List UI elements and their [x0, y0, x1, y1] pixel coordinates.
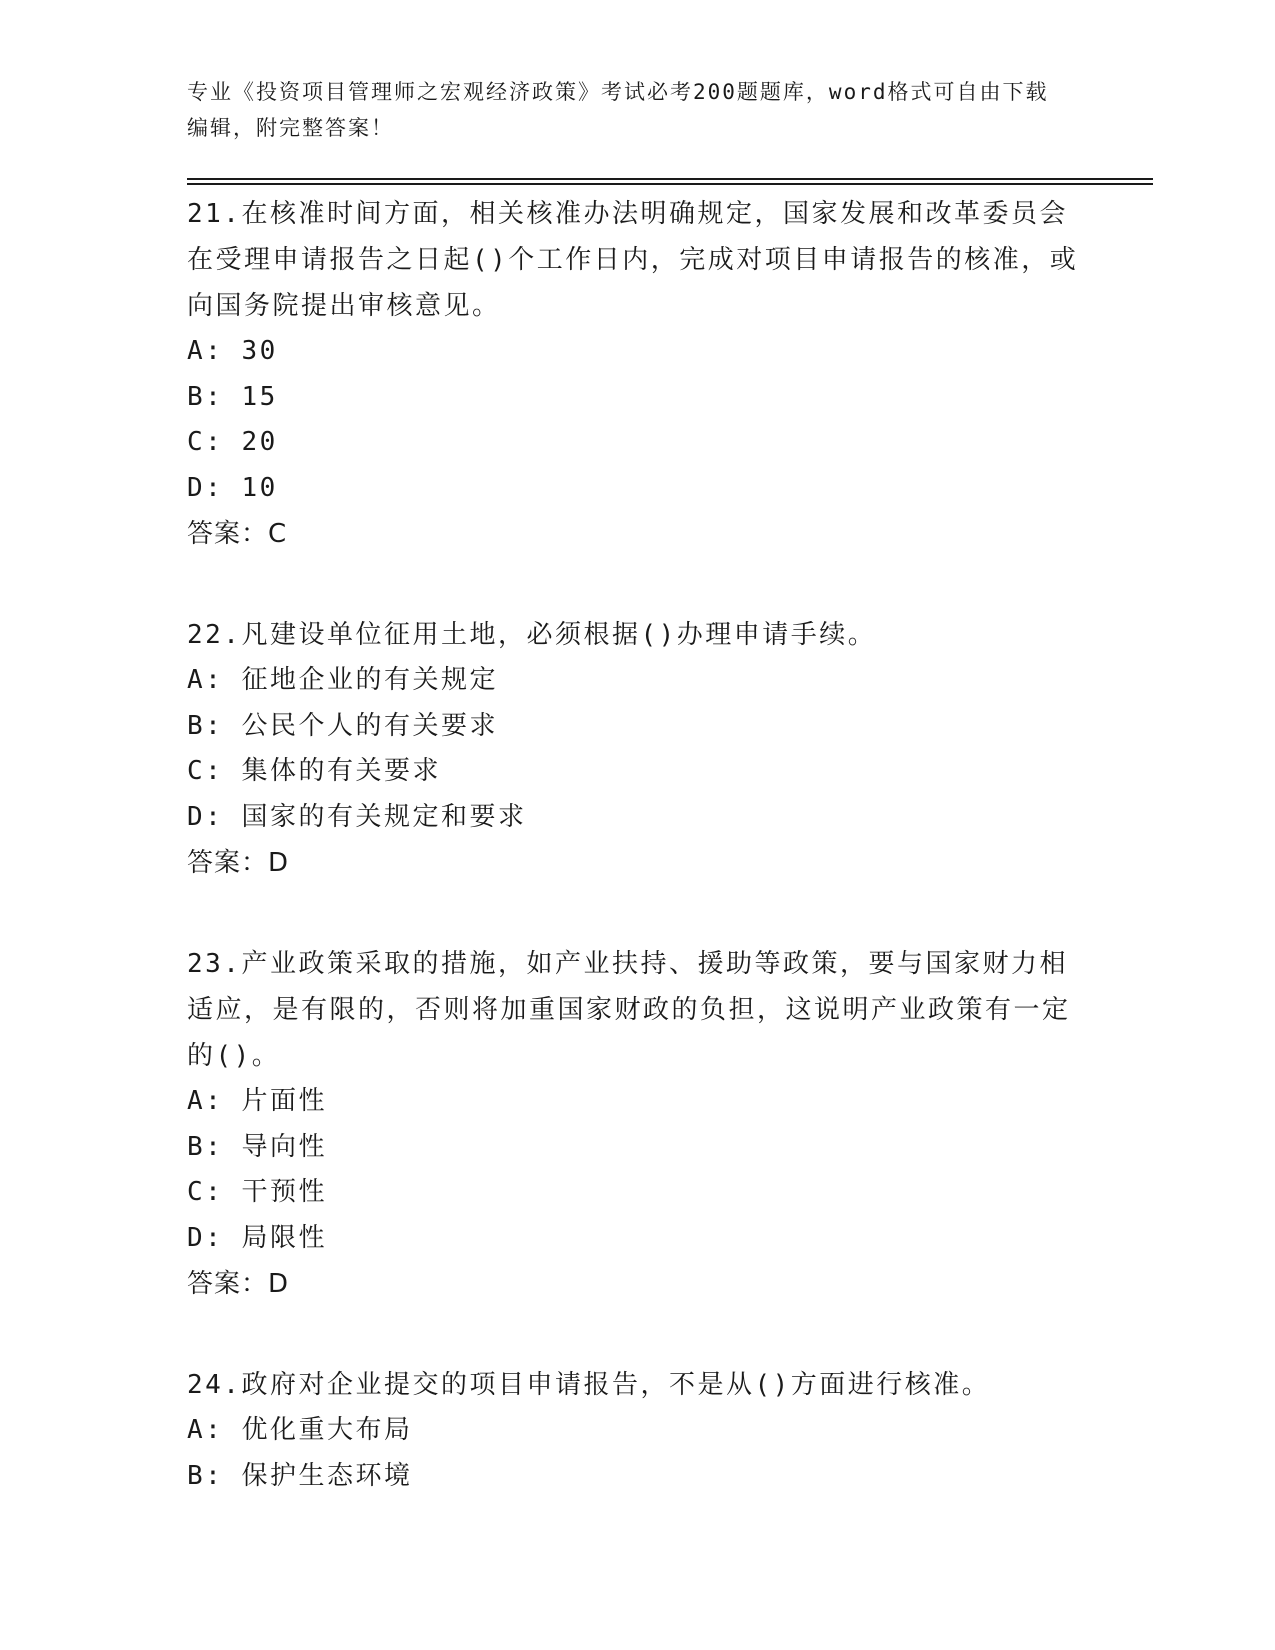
option-a: A: 优化重大布局: [187, 1415, 413, 1445]
question-text: 22.凡建设单位征用土地，必须根据()办理申请手续。: [187, 620, 877, 650]
question-23: [187, 941, 1087, 1307]
question-22: [187, 612, 1087, 886]
option-d: D: 国家的有关规定和要求: [187, 801, 527, 832]
header-divider-top: [187, 178, 1153, 180]
option-d: D: 10: [187, 472, 278, 503]
option-c: C: 集体的有关要求: [187, 756, 441, 786]
question-text: 23.产业政策采取的措施，如产业扶持、援助等政策，要与国家财力相适应，是有限的，否则将加重国家财政的负担，这说明产业政策有一定的()。: [187, 949, 1071, 1071]
answer: 答案：D: [187, 1269, 290, 1299]
option-d: D: 局限性: [187, 1222, 327, 1253]
question-text: 21.在核准时间方面，相关核准办法明确规定，国家发展和改革委员会在受理申请报告之日起()个工作日内，完成对项目申请报告的核准，或向国务院提出审核意见。: [187, 199, 1079, 321]
option-b: B: 导向性: [187, 1131, 327, 1162]
option-c: C: 20: [187, 427, 278, 457]
question-21: [187, 191, 1087, 557]
option-b: B: 公民个人的有关要求: [187, 710, 498, 741]
answer: 答案：D: [187, 848, 290, 878]
header-divider-bottom: [187, 183, 1153, 185]
question-text: 24.政府对企业提交的项目申请报告，不是从()方面进行核准。: [187, 1370, 991, 1400]
document-intro: 专业《投资项目管理师之宏观经济政策》考试必考200题题库，word格式可自由下载编辑，附完整答案！: [187, 80, 1049, 140]
option-a: A: 征地企业的有关规定: [187, 665, 498, 695]
option-b: B: 15: [187, 381, 278, 412]
question-list: [187, 191, 1087, 1554]
question-24: [187, 1362, 1087, 1499]
option-a: A: 片面性: [187, 1086, 327, 1116]
option-c: C: 干预性: [187, 1177, 327, 1207]
option-a: A: 30: [187, 336, 278, 366]
answer: 答案：C: [187, 519, 288, 549]
option-b: B: 保护生态环境: [187, 1460, 413, 1491]
